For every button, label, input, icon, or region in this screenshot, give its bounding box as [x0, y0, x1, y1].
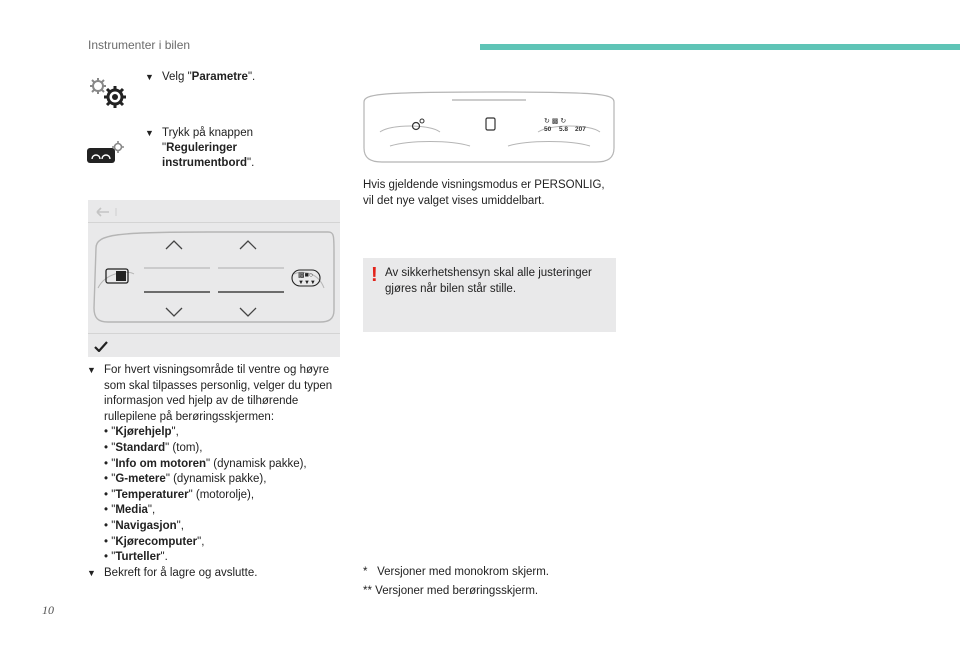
right-down-arrow[interactable] — [240, 308, 256, 316]
right-up-arrow[interactable] — [240, 241, 256, 249]
cluster-value-1: 50 — [544, 126, 552, 133]
instrument-cluster-illustration — [360, 88, 618, 166]
list-item: • "G-metere" (dynamisk pakke), — [104, 473, 267, 486]
arrow-bullet-icon: ▼ — [87, 365, 96, 375]
left-down-arrow[interactable] — [166, 308, 182, 316]
safety-warning-box — [363, 258, 616, 332]
warning-exclamation-icon: ! — [371, 264, 378, 286]
section-title: Instrumenter i bilen — [88, 38, 191, 52]
header-accent-bar — [480, 44, 960, 50]
list-item: • "Temperaturer" (motorolje), — [104, 488, 255, 501]
footnote-1: * Versjoner med monokrom skjerm. — [363, 566, 549, 578]
reguleringer-label: Reguleringer instrumentbord — [162, 142, 247, 169]
list-item: • "Turteller". — [104, 551, 168, 564]
list-item: • "Media", — [104, 504, 156, 517]
cluster-preview — [88, 222, 340, 333]
svg-text:▩■○: ▩■○ — [298, 272, 314, 279]
list-item: • "Info om motoren" (dynamisk pakke), — [104, 457, 307, 470]
left-up-arrow[interactable] — [166, 241, 182, 249]
confirm-check-icon[interactable] — [94, 341, 108, 352]
list-item: • "Standard" (tom), — [104, 441, 203, 454]
cluster-value-2: 5.8 — [559, 126, 569, 133]
arrow-bullet-icon: ▼ — [145, 128, 154, 138]
confirm-instruction: Bekreft for å lagre og avslutte. — [104, 566, 258, 579]
list-item: • "Navigasjon", — [104, 519, 184, 532]
instrument-panel-settings-icon — [86, 140, 126, 166]
personal-mode-note: Hvis gjeldende visningsmodus er PERSONLIG, vil det nye valget vises umiddelbart. — [363, 179, 605, 207]
page-number: 10 — [42, 603, 54, 617]
parametre-label: Parametre — [191, 71, 248, 83]
svg-text:↻ ▩ ↻: ↻ ▩ ↻ — [544, 118, 567, 125]
arrow-bullet-icon: ▼ — [87, 567, 96, 578]
svg-text:▼▼▼: ▼▼▼ — [298, 280, 316, 286]
step-select-parametre: ▼ Velg "Parametre". — [145, 71, 256, 83]
list-item: • "Kjørehjelp", — [104, 426, 179, 439]
back-arrow-icon[interactable] — [94, 205, 122, 219]
footnote-2: ** Versjoner med berøringsskjerm. — [363, 585, 539, 597]
selection-instructions — [87, 363, 344, 581]
list-item: • "Kjørecomputer", — [104, 535, 205, 548]
cluster-value-3: 207 — [575, 126, 586, 133]
list-intro: For hvert visningsområde til ventre og høyre som skal tilpasses personlig, velger du typen informasjon ved hjelp av de tilhørende rullepilene på berøringsskjermen: — [104, 364, 333, 423]
touchscreen-panel — [88, 200, 340, 357]
warning-text: Av sikkerhetshensyn skal alle justeringer gjøres når bilen står stille. — [385, 267, 592, 295]
arrow-bullet-icon: ▼ — [145, 72, 154, 82]
settings-gears-icon — [88, 76, 132, 112]
step-press-reguleringer: ▼ Trykk på knappen "Reguleringer instrumentbord". — [145, 127, 255, 169]
